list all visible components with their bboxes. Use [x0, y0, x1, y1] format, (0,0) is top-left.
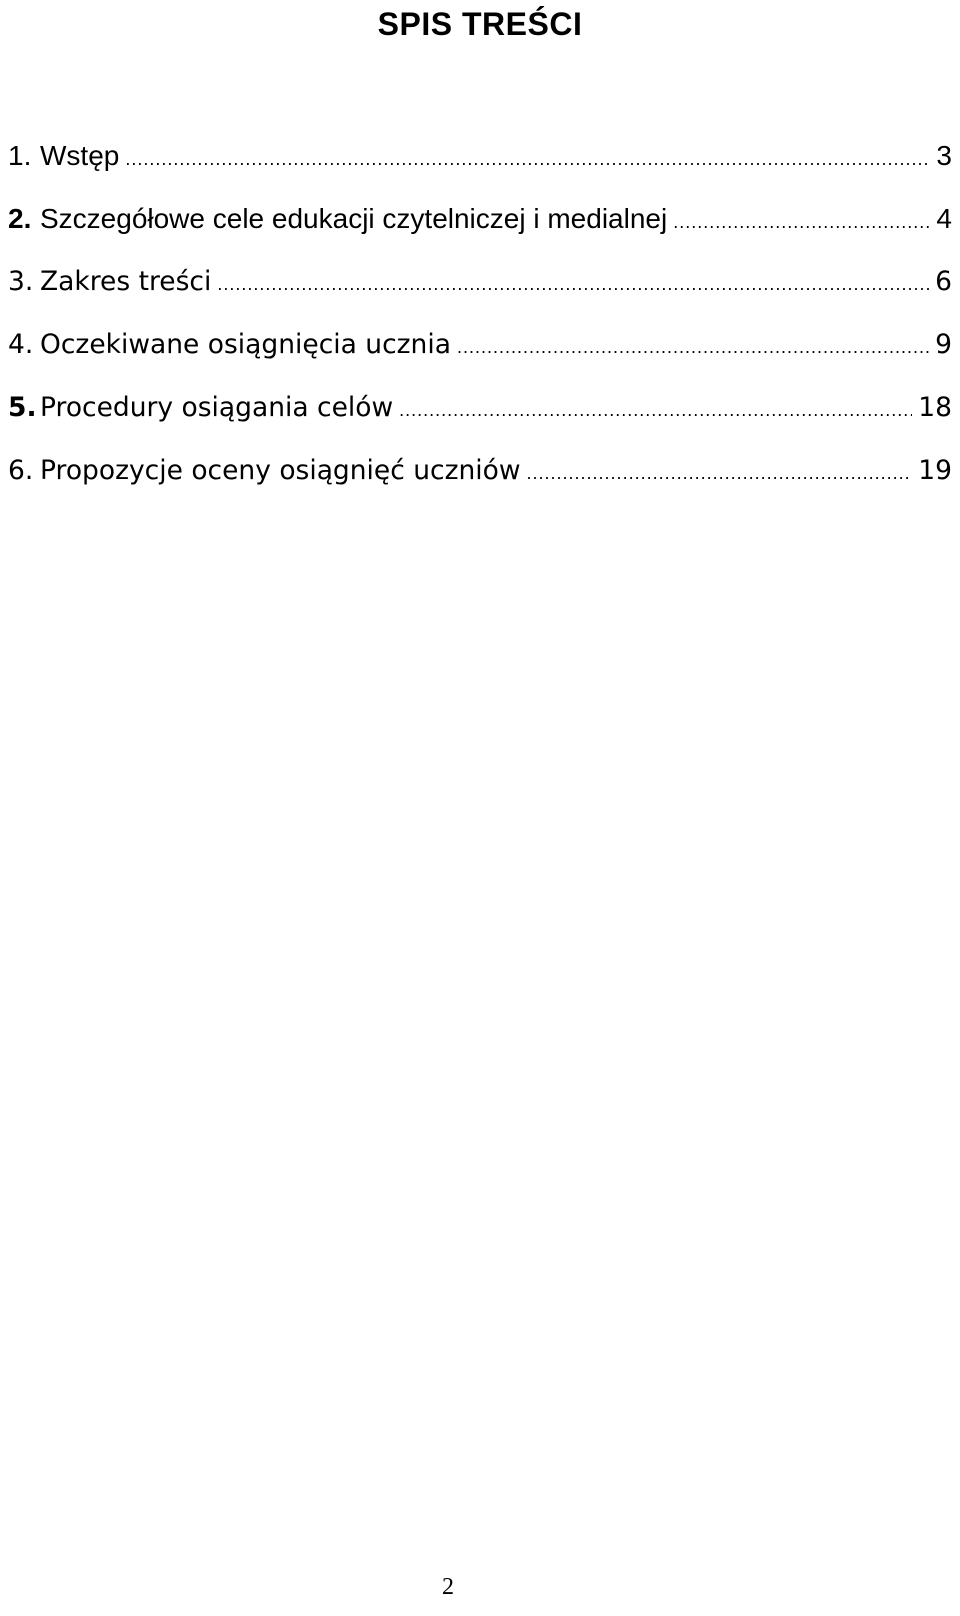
toc-dot-leader — [217, 264, 929, 304]
toc-entry-page: 6 — [935, 266, 952, 297]
toc-entry-title: Procedury osiągania celów — [40, 392, 394, 423]
toc-entry-page: 18 — [918, 392, 952, 423]
toc-entry-4[interactable] — [8, 325, 952, 388]
toc-dot-leader — [399, 390, 912, 430]
toc-entry-number: 1. — [8, 140, 32, 171]
toc-dot-leader — [125, 139, 930, 179]
toc-entry-number: 5. — [8, 392, 37, 423]
toc-entry-3[interactable] — [8, 262, 952, 325]
toc-entry-6[interactable] — [8, 451, 952, 514]
toc-entry-page: 19 — [918, 455, 952, 486]
toc-entry-title: Oczekiwane osiągnięcia ucznia — [40, 329, 451, 360]
toc-entry-2[interactable] — [8, 199, 952, 262]
toc-dot-leader — [457, 327, 929, 367]
toc-dot-leader — [527, 453, 913, 493]
toc-entry-1[interactable] — [8, 136, 952, 199]
toc-entry-number: 2. — [8, 203, 32, 234]
toc-dot-leader — [673, 202, 930, 242]
toc-entry-number: 4. — [8, 329, 34, 360]
toc-entry-title: Wstęp — [40, 140, 120, 171]
table-of-contents — [8, 136, 952, 514]
toc-entry-title: Propozycje oceny osiągnięć uczniów — [40, 455, 521, 486]
toc-entry-number: 6. — [8, 455, 34, 486]
toc-entry-page: 9 — [935, 329, 952, 360]
toc-entry-page: 3 — [936, 140, 952, 171]
toc-entry-page: 4 — [936, 203, 952, 234]
toc-entry-title: Szczegółowe cele edukacji czytelniczej i medialnej — [40, 203, 668, 234]
toc-entry-title: Zakres treści — [40, 266, 212, 297]
page-number: 2 — [442, 1574, 454, 1600]
toc-entry-number: 3. — [8, 266, 34, 297]
toc-entry-5[interactable] — [8, 388, 952, 451]
page-title: SPIS TREŚCI — [377, 6, 583, 42]
